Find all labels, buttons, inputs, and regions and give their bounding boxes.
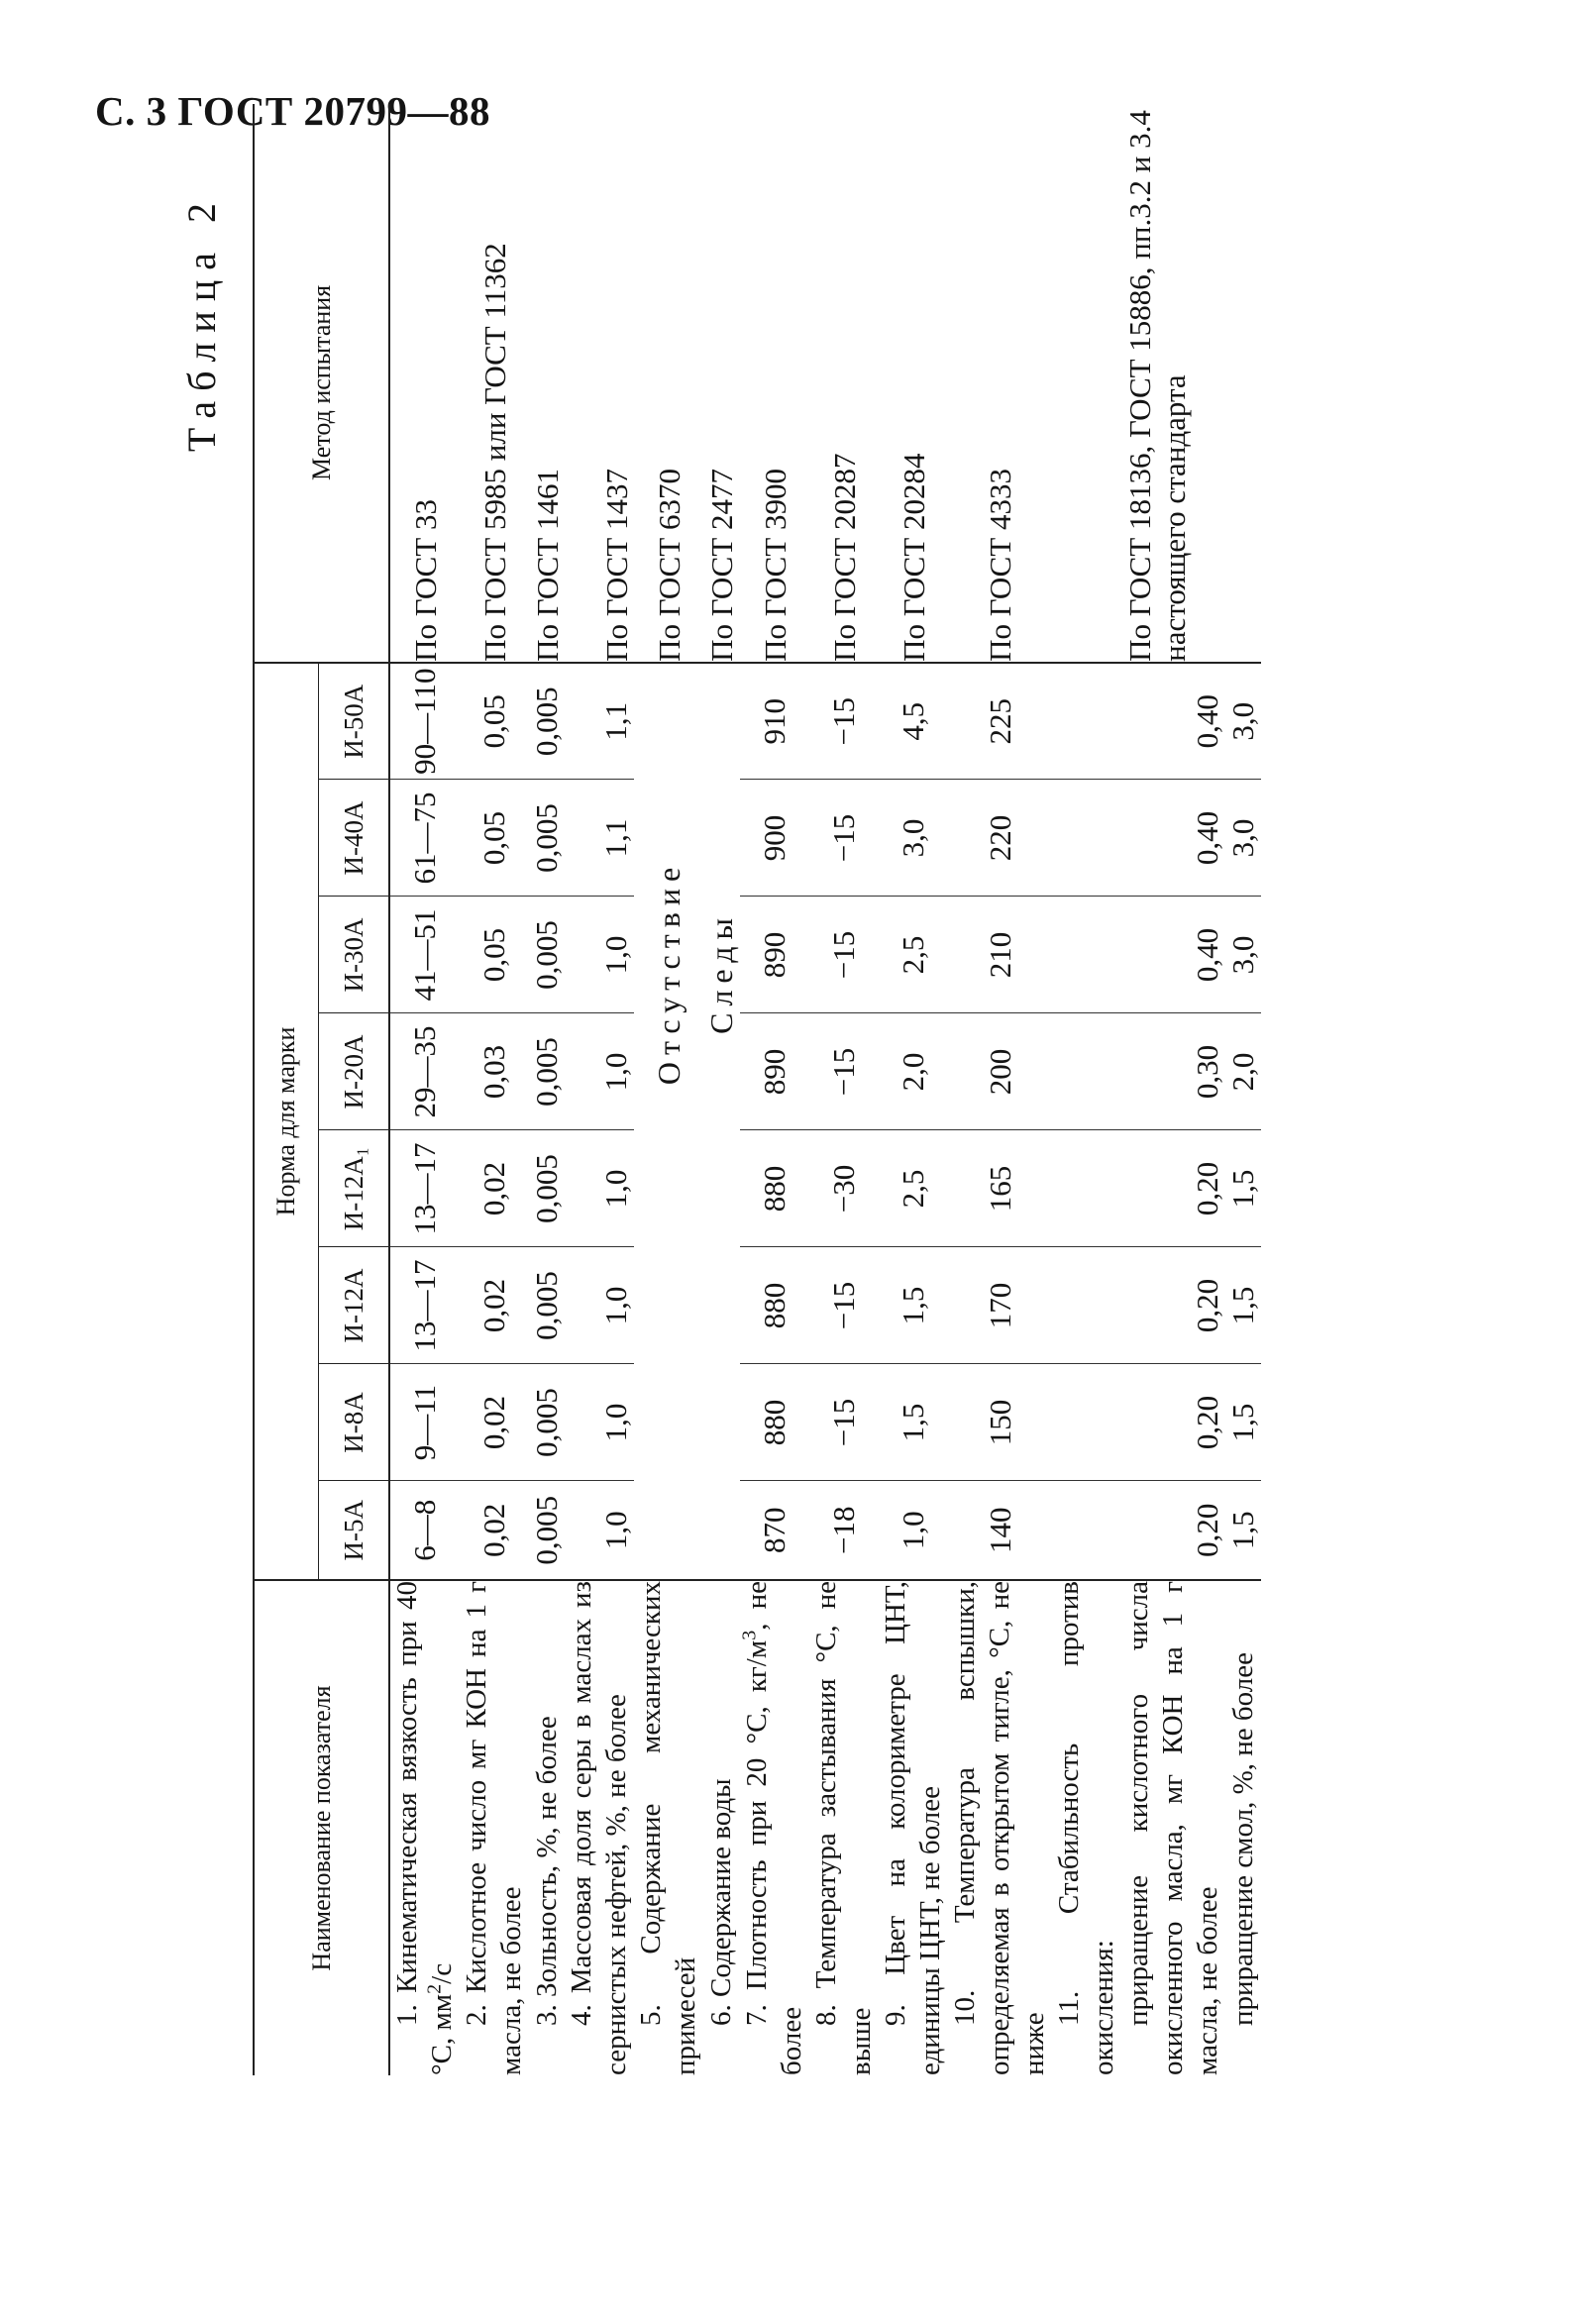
cell-value: 150	[948, 1364, 1052, 1481]
row-name	[1121, 1580, 1225, 2075]
cell-value: 0,40	[1121, 897, 1225, 1013]
table-caption-number: 2	[179, 203, 224, 223]
cell-value: 1,5	[879, 1364, 948, 1481]
cell-value: 220	[948, 780, 1052, 897]
cell-value: 1,0	[565, 1481, 634, 1580]
cell-value	[1052, 1481, 1121, 1580]
cell-value: 1,5	[1225, 1364, 1261, 1481]
header-grade: И-12А	[319, 1247, 390, 1364]
cell-value: 41—51	[389, 897, 460, 1013]
cell-value: 0,05	[476, 694, 511, 749]
cell-value: −15	[809, 1247, 879, 1364]
table-row	[565, 104, 634, 2075]
cell-value: 2,0	[879, 1013, 948, 1130]
row-name-text: /с	[426, 1962, 458, 1984]
cell-value: 0,005	[529, 1130, 565, 1247]
cell-value: 1,1	[598, 701, 633, 741]
cell-value: −15	[809, 780, 879, 897]
cell-value: 890	[740, 897, 809, 1013]
row-name-text: 11. Стабильность против окисления:	[1053, 1581, 1119, 2075]
cell-value: 1,5	[1225, 1247, 1261, 1364]
header-grade: И-40А	[319, 780, 390, 897]
merged-value: Отсутствие	[650, 860, 686, 1086]
cell-value: 2,0	[1225, 1013, 1261, 1130]
row-name	[460, 1580, 529, 2075]
cell-value: 880	[740, 1247, 809, 1364]
cell-value: 61—75	[389, 780, 460, 897]
table-caption	[178, 203, 225, 452]
cell-value: 1,0	[565, 1130, 634, 1247]
row-name	[809, 1580, 879, 2075]
cell-value: 0,005	[529, 687, 564, 757]
row-name-text: 7. Плотность при 20 °С, кг/м	[741, 1639, 773, 2026]
cell-value	[1052, 897, 1121, 1013]
cell-value: 3,0	[1225, 897, 1261, 1013]
row-method: По ГОСТ 1437	[565, 104, 634, 663]
header-grade: И-20А	[319, 1013, 390, 1130]
cell-value: 0,02	[460, 1481, 529, 1580]
cell-value: 13—17	[389, 1247, 460, 1364]
header-grade: И-8А	[319, 1364, 390, 1481]
cell-value: −15	[826, 696, 861, 746]
row-name	[389, 1580, 460, 2075]
cell-value: 0,03	[460, 1013, 529, 1130]
cell-value: 910	[757, 697, 792, 745]
row-method: По ГОСТ 2477	[703, 104, 740, 663]
properties-table	[253, 104, 1261, 2075]
cell-value: 0,05	[460, 780, 529, 897]
row-name-text: , не более	[741, 1581, 807, 2075]
cell-value: 0,40	[1190, 694, 1224, 749]
cell-value: 1,5	[879, 1247, 948, 1364]
header-grade: И-30А	[319, 897, 390, 1013]
cell-value: 0,005	[529, 1364, 565, 1481]
row-name-text: 1. Кинематическая вязкость при 40 °С, мм	[391, 1581, 458, 2075]
row-name-text: приращение смол, %, не более	[1226, 1652, 1259, 2026]
row-method: По ГОСТ 33	[389, 104, 460, 663]
table-row	[389, 104, 460, 2075]
cell-value	[1052, 1130, 1121, 1247]
header-grade: И-5А	[319, 1481, 390, 1580]
row-name	[948, 1580, 1052, 2075]
cell-value: 1,0	[565, 897, 634, 1013]
row-name-sup: 2	[423, 1983, 446, 1994]
cell-value: 9—11	[389, 1364, 460, 1481]
cell-value: 200	[948, 1013, 1052, 1130]
cell-value: 0,20	[1121, 1481, 1225, 1580]
rotated-table-block	[168, 110, 1436, 2075]
merged-value: Следы	[703, 911, 739, 1034]
cell-value: 0,20	[1121, 1130, 1225, 1247]
cell-value: 0,02	[460, 1364, 529, 1481]
row-name-text: 9. Цвет на колориметре ЦНТ, единицы ЦНТ, не более	[880, 1581, 946, 2075]
table-row	[879, 104, 948, 2075]
row-name	[1225, 1580, 1261, 2075]
table-row	[703, 104, 740, 2075]
cell-value: 3,0	[1225, 701, 1260, 741]
cell-value: 140	[948, 1481, 1052, 1580]
header-norm: Норма для марки	[254, 663, 319, 1580]
cell-value: 90—110	[407, 668, 442, 775]
cell-value: 170	[948, 1247, 1052, 1364]
cell-value: 0,005	[529, 1481, 565, 1580]
cell-value: 0,20	[1121, 1364, 1225, 1481]
row-method: По ГОСТ 18136, ГОСТ 15886, пп.3.2 и 3.4 настоящего стандарта	[1052, 104, 1261, 663]
table-row	[948, 104, 1052, 2075]
row-name	[879, 1580, 948, 2075]
cell-value: 13—17	[389, 1130, 460, 1247]
table-row	[529, 104, 565, 2075]
page-header: С. 3 ГОСТ 20799—88	[95, 88, 491, 134]
row-name	[1052, 1580, 1121, 2075]
cell-value: 900	[740, 780, 809, 897]
cell-value: 1,5	[1225, 1481, 1261, 1580]
table-row	[1052, 104, 1121, 2075]
row-name-text: 8. Температура застывания °С, не выше	[810, 1581, 877, 2075]
cell-value: 870	[740, 1481, 809, 1580]
cell-value: 0,005	[529, 1247, 565, 1364]
header-grade: И-12А₁	[319, 1130, 390, 1247]
cell-value: 3,0	[1225, 780, 1261, 897]
cell-value: 880	[740, 1364, 809, 1481]
cell-value: 4,5	[896, 701, 930, 741]
row-name-sup: 3	[738, 1630, 761, 1640]
cell-value: 0,005	[529, 780, 565, 897]
cell-value: 2,5	[879, 1130, 948, 1247]
cell-value: 0,005	[529, 897, 565, 1013]
row-name-text: приращение кислотного числа окисленного масла, мг КОН на 1 г масла, не более	[1122, 1581, 1223, 2075]
row-name	[634, 1580, 703, 2075]
cell-value: 1,0	[565, 1013, 634, 1130]
cell-value: 890	[740, 1013, 809, 1130]
cell-value: 165	[948, 1130, 1052, 1247]
cell-value	[1052, 1013, 1121, 1130]
cell-value	[1052, 1364, 1121, 1481]
table-row	[634, 104, 703, 2075]
cell-value	[1052, 1247, 1121, 1364]
table-row	[460, 104, 529, 2075]
cell-value: −30	[809, 1130, 879, 1247]
row-method: По ГОСТ 3900	[740, 104, 809, 663]
cell-value: 0,02	[460, 1247, 529, 1364]
cell-value: 0,005	[529, 1013, 565, 1130]
row-name-text: 6. Содержание воды	[705, 1778, 737, 2026]
cell-value: 1,0	[565, 1364, 634, 1481]
cell-value	[1052, 780, 1121, 897]
cell-value: 0,30	[1121, 1013, 1225, 1130]
cell-value: 1,0	[879, 1481, 948, 1580]
row-name	[703, 1580, 740, 2075]
cell-value: 1,1	[565, 780, 634, 897]
cell-value: 0,40	[1121, 780, 1225, 897]
header-name: Наименование показателя	[254, 1580, 389, 2075]
cell-value: 29—35	[389, 1013, 460, 1130]
cell-value: −15	[809, 897, 879, 1013]
cell-value: 1,0	[565, 1247, 634, 1364]
header-method: Метод испытания	[254, 104, 389, 663]
header-grade: И-50А	[319, 663, 390, 780]
cell-value: 0,20	[1121, 1247, 1225, 1364]
row-name-text: 2. Кислотное число мг КОН на 1 г масла, не более	[461, 1581, 527, 2075]
cell-value	[1052, 663, 1121, 780]
row-name	[740, 1580, 809, 2075]
cell-value: 0,02	[460, 1130, 529, 1247]
table-row	[809, 104, 879, 2075]
cell-value: −18	[809, 1481, 879, 1580]
row-method: По ГОСТ 20284	[879, 104, 948, 663]
row-method: По ГОСТ 20287	[809, 104, 879, 663]
row-name-text: 10. Температура вспышки, определяемая в открытом тигле, °С, не ниже	[949, 1581, 1050, 2075]
table-row	[740, 104, 809, 2075]
cell-value: 880	[740, 1130, 809, 1247]
row-method: По ГОСТ 5985 или ГОСТ 11362	[460, 104, 529, 663]
row-name-text: 5. Содержание механических примесей	[635, 1581, 701, 2075]
row-name	[565, 1580, 634, 2075]
cell-value: −15	[809, 1013, 879, 1130]
row-name	[529, 1580, 565, 2075]
cell-value: 6—8	[389, 1481, 460, 1580]
cell-value: 210	[948, 897, 1052, 1013]
row-name-text: 3. Зольность, %, не более	[530, 1716, 563, 2026]
cell-value: −15	[809, 1364, 879, 1481]
row-method: По ГОСТ 1461	[529, 104, 565, 663]
row-name-text: 4. Массовая доля серы в маслах из сернистых нефтей, %, не более	[566, 1581, 632, 2075]
cell-value: 0,05	[460, 897, 529, 1013]
row-method: По ГОСТ 4333	[948, 104, 1052, 663]
row-method: По ГОСТ 6370	[634, 104, 703, 663]
cell-value: 2,5	[879, 897, 948, 1013]
cell-value: 3,0	[879, 780, 948, 897]
cell-value: 1,5	[1225, 1130, 1261, 1247]
cell-value: 225	[982, 697, 1017, 745]
table-caption-word: Таблица	[179, 243, 224, 453]
